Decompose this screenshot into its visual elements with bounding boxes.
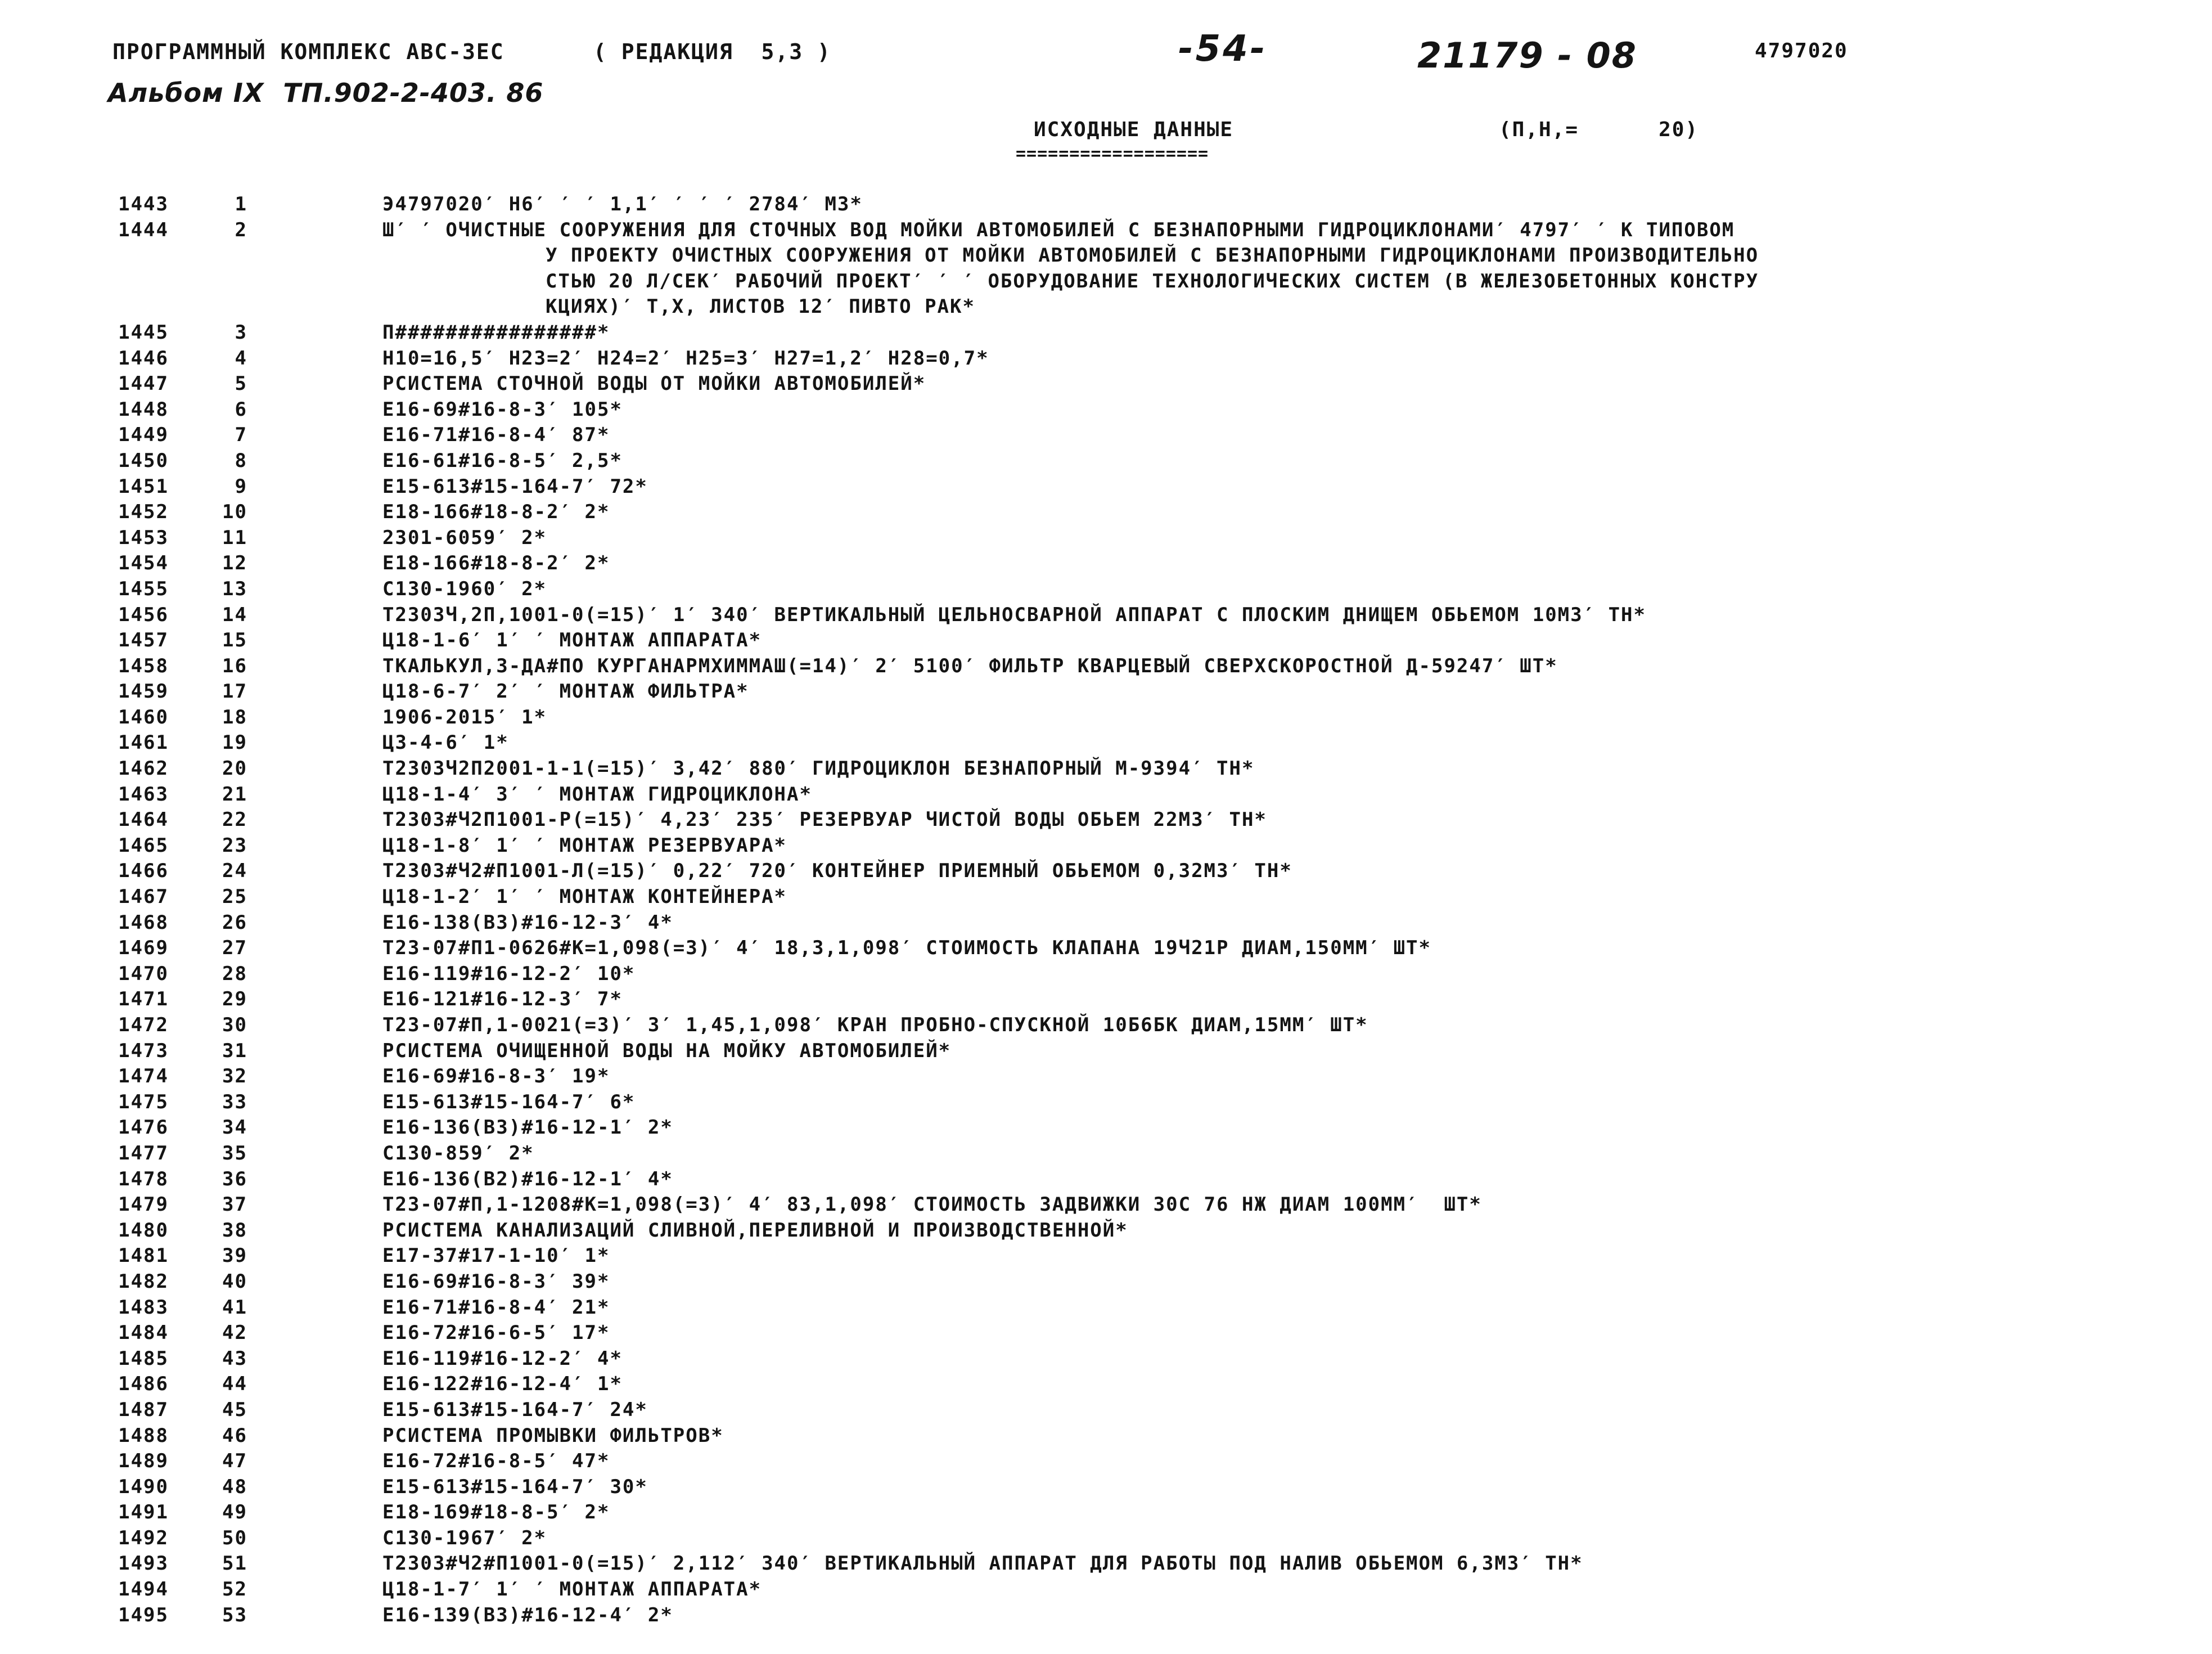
card-text xyxy=(382,884,2092,910)
listing-row xyxy=(112,1603,2205,1629)
card-number: 7 xyxy=(235,424,247,447)
listing-row xyxy=(112,577,2205,603)
card-number: 21 xyxy=(222,783,247,806)
card-text-continuation: СТЬЮ 20 Л/СЕК′ РАБОЧИЙ ПРОЕКТ′ ′ ′ ОБОРУДОВАНИЕ ТЕХНОЛОГИЧЕСКИХ СИСТЕМ (В ЖЕЛЕЗОБЕТОННЫХ КОНСТРУ xyxy=(546,269,1759,293)
page-number: -54- xyxy=(1178,28,1268,70)
card-number: 46 xyxy=(222,1424,247,1447)
line-number: 1495 xyxy=(118,1603,169,1626)
line-number: 1492 xyxy=(118,1526,169,1549)
line-number: 1476 xyxy=(118,1116,169,1139)
card-text xyxy=(382,679,2092,705)
card-number: 1 xyxy=(235,193,247,215)
line-number: 1482 xyxy=(118,1270,169,1293)
card-text-line: Е15-613#15-164-7′ 24* xyxy=(382,1398,648,1421)
card-text-line: П################* xyxy=(382,321,610,344)
listing-row xyxy=(112,730,2205,756)
card-text xyxy=(382,448,2092,474)
card-number: 32 xyxy=(222,1065,247,1088)
card-number: 47 xyxy=(222,1450,247,1473)
card-text xyxy=(382,1500,2092,1526)
listing-row xyxy=(112,987,2205,1013)
listing-row xyxy=(112,1423,2205,1449)
card-text xyxy=(382,1346,2092,1372)
card-number: 9 xyxy=(235,475,247,498)
card-number: 50 xyxy=(222,1526,247,1549)
line-number: 1486 xyxy=(118,1373,169,1396)
listing-row xyxy=(112,756,2205,782)
listing-row xyxy=(112,679,2205,705)
card-text-line: Т23-07#П,1-1208#К=1,098(=3)′ 4′ 83,1,098′ СТОИМОСТЬ ЗАДВИЖКИ 30С 76 НЖ ДИАМ 100ММ′ ШТ* xyxy=(382,1193,1482,1216)
card-number: 22 xyxy=(222,808,247,832)
listing-row xyxy=(112,807,2205,833)
card-text xyxy=(382,807,2092,833)
card-text xyxy=(382,1013,2092,1039)
line-number: 1472 xyxy=(118,1014,169,1036)
card-text-line: Е15-613#15-164-7′ 72* xyxy=(382,475,648,498)
card-text xyxy=(382,1372,2092,1397)
line-number: 1443 xyxy=(118,193,169,215)
card-number: 12 xyxy=(222,552,247,575)
listing-row xyxy=(112,1551,2205,1577)
card-text-line: Е15-613#15-164-7′ 30* xyxy=(382,1475,648,1498)
card-number: 39 xyxy=(222,1244,247,1268)
card-text-line: Т2303Ч,2П,1001-0(=15)′ 1′ 340′ ВЕРТИКАЛЬНЫЙ ЦЕЛЬНОСВАРНОЙ АППАРАТ С ПЛОСКИМ ДНИЩЕМ ОБЬЕМОМ 10М3′ ТН* xyxy=(382,603,1646,626)
line-number: 1463 xyxy=(118,783,169,806)
card-text-line: Е18-166#18-8-2′ 2* xyxy=(382,552,610,575)
line-number: 1460 xyxy=(118,705,169,729)
card-text-line: Т23-07#П1-0626#К=1,098(=3)′ 4′ 18,3,1,098′ СТОИМОСТЬ КЛАПАНА 19Ч21Р ДИАМ,150ММ′ ШТ* xyxy=(382,937,1431,960)
card-number: 43 xyxy=(222,1347,247,1370)
card-text-line: С130-859′ 2* xyxy=(382,1141,534,1165)
card-text-line: Н10=16,5′ Н23=2′ Н24=2′ Н25=3′ Н27=1,2′ Н28=0,7* xyxy=(382,347,989,370)
card-text xyxy=(382,423,2092,448)
card-text-line: Е16-138(В3)#16-12-3′ 4* xyxy=(382,911,673,934)
card-text xyxy=(382,1551,2092,1577)
card-number: 45 xyxy=(222,1398,247,1421)
listing-row xyxy=(112,859,2205,884)
card-number: 16 xyxy=(222,654,247,677)
card-text xyxy=(382,1115,2092,1141)
listing-row xyxy=(112,1115,2205,1141)
card-text-line: Т2303Ч2П2001-1-1(=15)′ 3,42′ 880′ ГИДРОЦИКЛОН БЕЗНАПОРНЫЙ М-9394′ ТН* xyxy=(382,757,1255,780)
card-number: 19 xyxy=(222,731,247,754)
card-number: 3 xyxy=(235,321,247,344)
line-number: 1452 xyxy=(118,501,169,524)
card-text xyxy=(382,756,2092,782)
listing-row xyxy=(112,1397,2205,1423)
card-text-line: Е15-613#15-164-7′ 6* xyxy=(382,1090,636,1113)
line-number: 1445 xyxy=(118,321,169,344)
line-number: 1453 xyxy=(118,526,169,549)
card-text-line: С130-1967′ 2* xyxy=(382,1526,547,1549)
listing-row xyxy=(112,1192,2205,1218)
card-text xyxy=(382,987,2092,1013)
listing-row xyxy=(112,961,2205,987)
card-number: 36 xyxy=(222,1167,247,1190)
card-number: 11 xyxy=(222,526,247,549)
line-number: 1456 xyxy=(118,603,169,626)
card-number: 37 xyxy=(222,1193,247,1216)
card-number: 14 xyxy=(222,603,247,626)
card-text xyxy=(382,1320,2092,1346)
listing-row xyxy=(112,1064,2205,1090)
card-text-line: Е16-121#16-12-3′ 7* xyxy=(382,988,623,1011)
card-number: 38 xyxy=(222,1219,247,1242)
line-number: 1457 xyxy=(118,629,169,652)
card-text-line: Ц18-1-7′ 1′ ′ МОНТАЖ АППАРАТА* xyxy=(382,1578,762,1601)
card-text-line: Т2303#Ч2#П1001-0(=15)′ 2,112′ 340′ ВЕРТИКАЛЬНЫЙ АППАРАТ ДЛЯ РАБОТЫ ПОД НАЛИВ ОБЬЕМОМ 6,3М3′ ТН* xyxy=(382,1552,1583,1575)
line-number: 1449 xyxy=(118,424,169,447)
card-text-line: С130-1960′ 2* xyxy=(382,577,547,600)
line-number: 1479 xyxy=(118,1193,169,1216)
card-text xyxy=(382,1423,2092,1449)
card-text-line: Т2303#Ч2П1001-Р(=15)′ 4,23′ 235′ РЕЗЕРВУАР ЧИСТОЙ ВОДЫ ОБЬЕМ 22М3′ ТН* xyxy=(382,808,1267,832)
line-number: 1450 xyxy=(118,449,169,472)
card-text xyxy=(382,859,2092,884)
card-number: 30 xyxy=(222,1014,247,1036)
listing-row xyxy=(112,628,2205,654)
card-text xyxy=(382,1039,2092,1064)
listing-row xyxy=(112,525,2205,551)
card-number: 35 xyxy=(222,1141,247,1165)
line-number: 1494 xyxy=(118,1578,169,1601)
listing-row xyxy=(112,397,2205,423)
listing-row xyxy=(112,1500,2205,1526)
card-number: 52 xyxy=(222,1578,247,1601)
document-id: 4797020 xyxy=(1755,39,1848,62)
card-number: 44 xyxy=(222,1373,247,1396)
line-number: 1464 xyxy=(118,808,169,832)
listing-row xyxy=(112,1475,2205,1500)
card-text-line: РСИСТЕМА СТОЧНОЙ ВОДЫ ОТ МОЙКИ АВТОМОБИЛЕЙ* xyxy=(382,372,926,395)
line-number: 1467 xyxy=(118,886,169,909)
listing-row xyxy=(112,1372,2205,1397)
card-text xyxy=(382,1167,2092,1193)
card-text xyxy=(382,1064,2092,1090)
card-number: 6 xyxy=(235,398,247,421)
card-text xyxy=(382,218,2092,320)
listing-row xyxy=(112,782,2205,808)
line-number: 1483 xyxy=(118,1296,169,1319)
document-code: 21179 - 08 xyxy=(1417,35,1637,76)
card-text xyxy=(382,1603,2092,1629)
listing-row xyxy=(112,1526,2205,1552)
section-title-underline: ================== xyxy=(1016,144,1209,164)
card-text-line: РСИСТЕМА ОЧИЩЕННОЙ ВОДЫ НА МОЙКУ АВТОМОБИЛЕЙ* xyxy=(382,1039,952,1062)
card-text-line: Е16-71#16-8-4′ 21* xyxy=(382,1296,610,1319)
card-text-line: Т2303#Ч2#П1001-Л(=15)′ 0,22′ 720′ КОНТЕЙНЕР ПРИЕМНЫЙ ОБЬЕМОМ 0,32М3′ ТН* xyxy=(382,860,1292,883)
card-text xyxy=(382,320,2092,346)
line-number: 1462 xyxy=(118,757,169,780)
card-text-line: 2301-6059′ 2* xyxy=(382,526,547,549)
listing-row xyxy=(112,705,2205,731)
card-text xyxy=(382,705,2092,731)
listing-row xyxy=(112,192,2205,218)
card-text-line: Ц18-1-2′ 1′ ′ МОНТАЖ КОНТЕЙНЕРА* xyxy=(382,886,787,909)
listing-row xyxy=(112,1320,2205,1346)
listing-row xyxy=(112,1090,2205,1116)
card-text xyxy=(382,192,2092,218)
card-number: 13 xyxy=(222,577,247,600)
listing-row xyxy=(112,320,2205,346)
card-text xyxy=(382,833,2092,859)
card-number: 51 xyxy=(222,1552,247,1575)
card-text-line: ТКАЛЬКУЛ,3-ДА#ПО КУРГАНАРМХИММАШ(=14)′ 2′ 5100′ ФИЛЬТР КВАРЦЕВЫЙ СВЕРХСКОРОСТНОЙ Д-59247′ ШТ* xyxy=(382,654,1558,677)
line-number: 1448 xyxy=(118,398,169,421)
card-text xyxy=(382,371,2092,397)
listing-row xyxy=(112,603,2205,628)
card-text xyxy=(382,1218,2092,1244)
card-text-line: Ц3-4-6′ 1* xyxy=(382,731,509,754)
card-text-continuation: У ПРОЕКТУ ОЧИСТНЫХ СООРУЖЕНИЯ ОТ МОЙКИ АВТОМОБИЛЕЙ С БЕЗНАПОРНЫМИ ГИДРОЦИКЛОНАМИ ПРОИЗВОДИТЕЛЬНО xyxy=(546,244,1759,267)
album-reference: Альбом IX ТП.902-2-403. 86 xyxy=(108,78,544,108)
card-text-line: Е17-37#17-1-10′ 1* xyxy=(382,1244,610,1268)
card-text xyxy=(382,1295,2092,1321)
card-text-line: Ц18-1-8′ 1′ ′ МОНТАЖ РЕЗЕРВУАРА* xyxy=(382,834,787,857)
listing-row xyxy=(112,218,2205,320)
listing-row xyxy=(112,833,2205,859)
card-text-line: Т23-07#П,1-0021(=3)′ 3′ 1,45,1,098′ КРАН ПРОБНО-СПУСКНОЙ 10Б6БК ДИАМ,15ММ′ ШТ* xyxy=(382,1014,1368,1036)
card-text-line: Ш′ ′ ОЧИСТНЫЕ СООРУЖЕНИЯ ДЛЯ СТОЧНЫХ ВОД МОЙКИ АВТОМОБИЛЕЙ С БЕЗНАПОРНЫМИ ГИДРОЦИКЛОНАМИ′ 4797′ ′ К ТИПОВОМ xyxy=(382,218,1735,241)
line-number: 1491 xyxy=(118,1501,169,1524)
card-text xyxy=(382,397,2092,423)
listing-row xyxy=(112,654,2205,680)
card-text xyxy=(382,551,2092,577)
line-number: 1477 xyxy=(118,1141,169,1165)
card-text-line: Ц18-1-4′ 3′ ′ МОНТАЖ ГИДРОЦИКЛОНА* xyxy=(382,783,812,806)
listing-row xyxy=(112,884,2205,910)
card-text xyxy=(382,346,2092,372)
program-name: ПРОГРАММНЫЙ КОМПЛЕКС АВС-ЗЕС xyxy=(112,39,504,64)
listing-row xyxy=(112,1243,2205,1269)
section-params: (П,Н,= 20) xyxy=(1499,118,1699,141)
card-text xyxy=(382,654,2092,680)
card-number: 25 xyxy=(222,886,247,909)
card-text xyxy=(382,1141,2092,1167)
card-text xyxy=(382,577,2092,603)
card-number: 18 xyxy=(222,705,247,729)
line-number: 1468 xyxy=(118,911,169,934)
line-number: 1471 xyxy=(118,988,169,1011)
card-text-line: Е16-72#16-8-5′ 47* xyxy=(382,1450,610,1473)
card-number: 15 xyxy=(222,629,247,652)
card-number: 5 xyxy=(235,372,247,395)
listing-row xyxy=(112,423,2205,448)
listing-row xyxy=(112,1295,2205,1321)
card-text xyxy=(382,500,2092,525)
listing-row xyxy=(112,500,2205,525)
line-number: 1481 xyxy=(118,1244,169,1268)
card-number: 26 xyxy=(222,911,247,934)
line-number: 1488 xyxy=(118,1424,169,1447)
line-number: 1454 xyxy=(118,552,169,575)
card-number: 28 xyxy=(222,962,247,985)
listing-row xyxy=(112,346,2205,372)
card-text xyxy=(382,1269,2092,1295)
card-number: 40 xyxy=(222,1270,247,1293)
card-text xyxy=(382,1449,2092,1475)
line-number: 1458 xyxy=(118,654,169,677)
listing-row xyxy=(112,448,2205,474)
listing-row xyxy=(112,1167,2205,1193)
line-number: 1473 xyxy=(118,1039,169,1062)
card-text xyxy=(382,1090,2092,1116)
card-text-line: Е18-166#18-8-2′ 2* xyxy=(382,501,610,524)
card-number: 33 xyxy=(222,1090,247,1113)
card-number: 8 xyxy=(235,449,247,472)
card-text xyxy=(382,961,2092,987)
card-text xyxy=(382,1397,2092,1423)
card-text xyxy=(382,730,2092,756)
card-number: 34 xyxy=(222,1116,247,1139)
line-number: 1470 xyxy=(118,962,169,985)
card-number: 23 xyxy=(222,834,247,857)
card-number: 4 xyxy=(235,347,247,370)
card-number: 42 xyxy=(222,1322,247,1345)
listing-row xyxy=(112,551,2205,577)
listing-row xyxy=(112,1346,2205,1372)
card-text-line: Е18-169#18-8-5′ 2* xyxy=(382,1501,610,1524)
card-text-line: Е16-136(В3)#16-12-1′ 2* xyxy=(382,1116,673,1139)
card-text-line: 1906-2015′ 1* xyxy=(382,705,547,729)
source-listing xyxy=(112,192,2205,1628)
listing-row xyxy=(112,1269,2205,1295)
listing-row xyxy=(112,936,2205,961)
card-text xyxy=(382,525,2092,551)
line-number: 1485 xyxy=(118,1347,169,1370)
card-text xyxy=(382,936,2092,961)
card-text xyxy=(382,1577,2092,1603)
line-number: 1474 xyxy=(118,1065,169,1088)
card-text xyxy=(382,782,2092,808)
line-number: 1461 xyxy=(118,731,169,754)
line-number: 1459 xyxy=(118,680,169,703)
card-text-line: Ц18-6-7′ 2′ ′ МОНТАЖ ФИЛЬТРА* xyxy=(382,680,749,703)
line-number: 1489 xyxy=(118,1450,169,1473)
line-number: 1446 xyxy=(118,347,169,370)
line-number: 1465 xyxy=(118,834,169,857)
card-text-line: Е16-69#16-8-3′ 19* xyxy=(382,1065,610,1088)
line-number: 1444 xyxy=(118,218,169,241)
card-text xyxy=(382,910,2092,936)
line-number: 1478 xyxy=(118,1167,169,1190)
line-number: 1493 xyxy=(118,1552,169,1575)
line-number: 1484 xyxy=(118,1322,169,1345)
card-text-line: Е16-122#16-12-4′ 1* xyxy=(382,1373,623,1396)
card-text-line: РСИСТЕМА КАНАЛИЗАЦИЙ СЛИВНОЙ,ПЕРЕЛИВНОЙ И ПРОИЗВОДСТВЕННОЙ* xyxy=(382,1219,1128,1242)
line-number: 1447 xyxy=(118,372,169,395)
card-number: 29 xyxy=(222,988,247,1011)
listing-row xyxy=(112,1039,2205,1064)
card-number: 53 xyxy=(222,1603,247,1626)
card-number: 27 xyxy=(222,937,247,960)
listing-row xyxy=(112,1577,2205,1603)
card-number: 31 xyxy=(222,1039,247,1062)
card-number: 49 xyxy=(222,1501,247,1524)
line-number: 1455 xyxy=(118,577,169,600)
card-number: 20 xyxy=(222,757,247,780)
card-number: 24 xyxy=(222,860,247,883)
card-number: 2 xyxy=(235,218,247,241)
card-text xyxy=(382,628,2092,654)
listing-row xyxy=(112,371,2205,397)
listing-row xyxy=(112,910,2205,936)
card-text-line: Е16-71#16-8-4′ 87* xyxy=(382,424,610,447)
line-number: 1475 xyxy=(118,1090,169,1113)
card-text-line: Е16-72#16-6-5′ 17* xyxy=(382,1322,610,1345)
card-text-line: РСИСТЕМА ПРОМЫВКИ ФИЛЬТРОВ* xyxy=(382,1424,724,1447)
card-text-line: Э4797020′ Н6′ ′ ′ 1,1′ ′ ′ ′ 2784′ М3* xyxy=(382,193,863,215)
line-number: 1487 xyxy=(118,1398,169,1421)
listing-row xyxy=(112,474,2205,500)
card-text-continuation: КЦИЯХ)′ Т,Х, ЛИСТОВ 12′ ПИВТО РАК* xyxy=(546,295,975,318)
card-text-line: Ц18-1-6′ 1′ ′ МОНТАЖ АППАРАТА* xyxy=(382,629,762,652)
card-text xyxy=(382,1526,2092,1552)
card-text-line: Е16-119#16-12-2′ 4* xyxy=(382,1347,623,1370)
card-text-line: Е16-119#16-12-2′ 10* xyxy=(382,962,636,985)
listing-row xyxy=(112,1013,2205,1039)
card-text xyxy=(382,474,2092,500)
section-title: ИСХОДНЫЕ ДАННЫЕ xyxy=(1034,118,1234,141)
card-text xyxy=(382,603,2092,628)
line-number: 1451 xyxy=(118,475,169,498)
line-number: 1466 xyxy=(118,860,169,883)
card-number: 41 xyxy=(222,1296,247,1319)
card-text-line: Е16-139(В3)#16-12-4′ 2* xyxy=(382,1603,673,1626)
line-number: 1469 xyxy=(118,937,169,960)
card-text-line: Е16-136(В2)#16-12-1′ 4* xyxy=(382,1167,673,1190)
line-number: 1490 xyxy=(118,1475,169,1498)
listing-row xyxy=(112,1449,2205,1475)
card-text-line: Е16-69#16-8-3′ 105* xyxy=(382,398,623,421)
card-text xyxy=(382,1192,2092,1218)
listing-row xyxy=(112,1218,2205,1244)
listing-row xyxy=(112,1141,2205,1167)
edition-label: ( РЕДАКЦИЯ 5,3 ) xyxy=(593,39,831,64)
line-number: 1480 xyxy=(118,1219,169,1242)
card-text-line: Е16-69#16-8-3′ 39* xyxy=(382,1270,610,1293)
card-text xyxy=(382,1475,2092,1500)
card-text-line: Е16-61#16-8-5′ 2,5* xyxy=(382,449,623,472)
card-number: 48 xyxy=(222,1475,247,1498)
card-number: 17 xyxy=(222,680,247,703)
card-text xyxy=(382,1243,2092,1269)
card-number: 10 xyxy=(222,501,247,524)
